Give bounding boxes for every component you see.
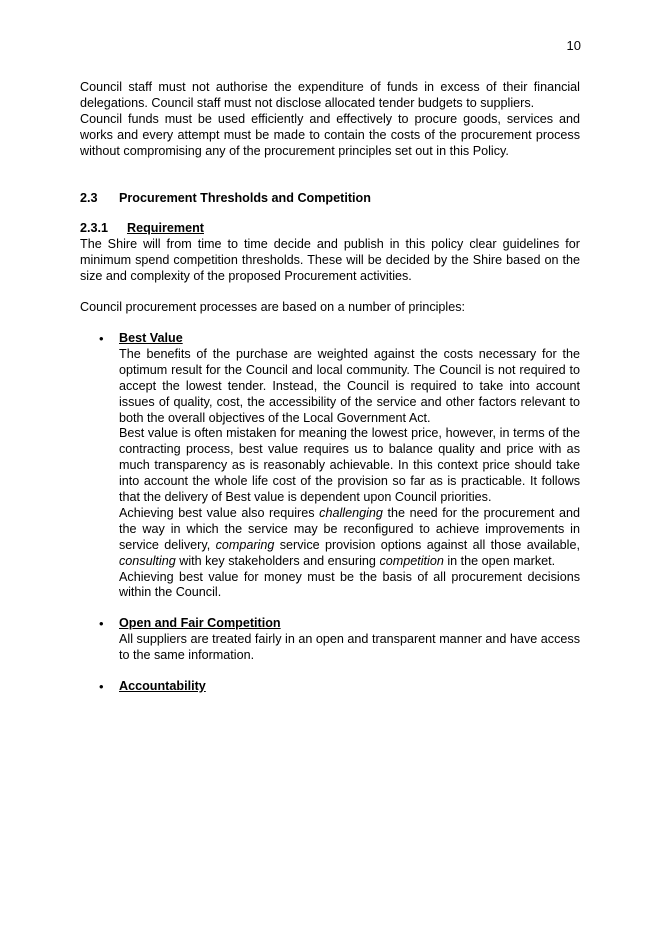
principle-title: Accountability (119, 679, 206, 694)
subsection-heading (80, 221, 580, 237)
subsection-body: The Shire will from time to time decide and publish in this policy clear guidelines for minimum spend competition thresholds. These will be decided by the Shire based on the size and complexity of the proposed Procurement activities. (80, 237, 580, 284)
best-value-paragraph-3: Achieving best value also requires challenging the need for the procurement and the way in which the service may be reconfigured to achieve improvements in service delivery, comparing service provision options against all those available, consulting with key stakeholders and ensuring competition in the open market. (119, 505, 580, 568)
page-number: 10 (566, 38, 581, 53)
section-number: 2.3 (80, 190, 98, 205)
bullet-icon: • (99, 679, 104, 695)
section-title: Procurement Thresholds and Competition (119, 190, 371, 205)
subsection-number: 2.3.1 (80, 221, 109, 236)
principle-accountability (80, 679, 580, 695)
intro-paragraph-1: Council staff must not authorise the expenditure of funds in excess of their financial delegations. Council staff must not disclose allocated tender budgets to suppliers. (80, 80, 580, 110)
best-value-paragraph-4: Achieving best value for money must be the basis of all procurement decisions within the Council. (119, 569, 580, 600)
section-heading (80, 191, 580, 207)
subsection-title: Requirement (127, 221, 204, 236)
principle-best-value (80, 331, 580, 601)
bullet-icon: • (99, 330, 104, 346)
bullet-icon: • (99, 616, 104, 632)
principle-title: Open and Fair Competition (119, 616, 281, 631)
page-content (80, 80, 580, 710)
open-fair-paragraph: All suppliers are treated fairly in an open and transparent manner and have access to the same information. (119, 632, 580, 663)
best-value-paragraph-2: Best value is often mistaken for meaning the lowest price, however, in terms of the contracting process, best value requires us to balance quality and price with as much transparency as is reasonably achievable. In this context price should take into account the whole life cost of the provision so far as is practicable. It follows that the delivery of Best value is dependent upon Council priorities. (119, 426, 580, 505)
best-value-paragraph-1: The benefits of the purchase are weighted against the costs necessary for the optimum result for the Council and local community. The Council is not required to accept the lowest tender. Instead, the Council is required to take into account issues of quality, cost, the accessibility of the service and other factors relevant to both the overall objectives of the Local Government Act. (119, 346, 580, 425)
principles-intro: Council procurement processes are based on a number of principles: (80, 300, 466, 315)
intro-paragraph-2: Council funds must be used efficiently and effectively to procure goods, services and works and every attempt must be made to contain the costs of the procurement process without compromising any of the procurement principles set out in this Policy. (80, 111, 580, 158)
principles-list (80, 331, 580, 695)
principle-title: Best Value (119, 330, 183, 345)
principle-open-fair (80, 616, 580, 664)
